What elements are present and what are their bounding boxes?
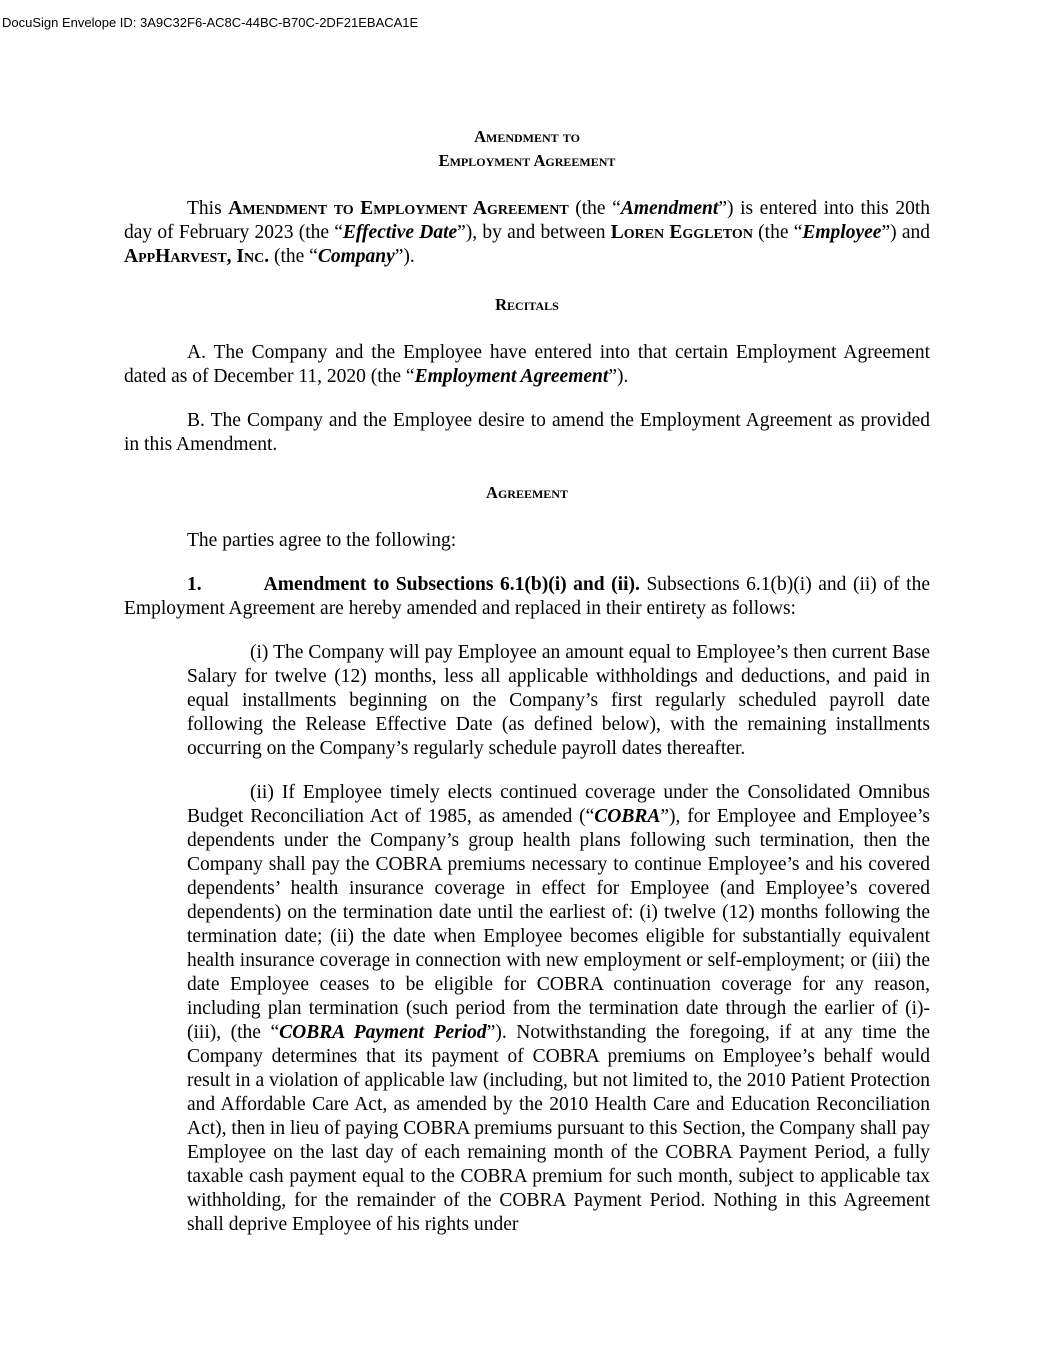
employee-name: Loren Eggleton: [610, 222, 753, 243]
intro-text: ”).: [394, 246, 415, 267]
section-1-title: Amendment to Subsections 6.1(b)(i) and (ii).: [263, 574, 640, 595]
recital-a-text: A. The Company and the Employee have entered into that certain Employment Agreement dated as of December 11, 2020 (the “: [124, 342, 930, 387]
section-1: [124, 573, 930, 621]
defined-term-employee: Employee: [802, 222, 882, 243]
intro-text: ”) and: [881, 222, 930, 243]
amendment-name: Amendment to Employment Agreement: [228, 198, 569, 219]
subsection-ii-text: (ii) If Employee timely elects continued coverage under the Consolidated Omnibus Budget Reconciliation Act of 1985, as amended (“: [187, 782, 930, 827]
document-title: [124, 125, 930, 173]
recitals-heading: Recitals: [495, 295, 559, 314]
subsection-ii: [187, 781, 930, 1237]
defined-term-employment-agreement: Employment Agreement: [414, 366, 609, 387]
recital-a: [124, 341, 930, 389]
intro-paragraph: [124, 197, 930, 269]
defined-term-company: Company: [317, 246, 395, 267]
subsection-i: (i) The Company will pay Employee an amount equal to Employee’s then current Base Salary for twelve (12) months, less all applicable withholdings and deductions, and paid in equal installments beginning on the Company’s first regularly scheduled payroll date following the Release Effective Date (as defined below), with the remaining installments occurring on the Company’s regularly schedule payroll dates thereafter.: [187, 642, 930, 759]
section-1-text: Subsections 6.1(b)(i) and (ii) of the Employment Agreement are hereby amended and replaced in their entirety as follows:: [124, 574, 930, 619]
company-name: AppHarvest, Inc.: [124, 246, 270, 267]
defined-term-amendment: Amendment: [620, 198, 719, 219]
intro-text: ”), by and between: [457, 222, 611, 243]
section-1-number: 1.: [187, 574, 202, 595]
subsection-ii-text: ”). Notwithstanding the foregoing, if at any time the Company determines that its payment of COBRA premiums on Employee’s behalf would result in a violation of applicable law (including, but not limited to, the 2010 Patient Protection and Affordable Care Act, as amended by the 2010 Health Care and Education Reconciliation Act), then in lieu of paying COBRA premiums pursuant to this Section, the Company shall pay Employee on the last day of each remaining month of the COBRA Payment Period, a fully taxable cash payment equal to the COBRA premium for such month, subject to applicable tax withholding, for the remainder of the COBRA Payment Period. Nothing in this Agreement shall deprive Employee of his rights under: [187, 1022, 930, 1235]
recital-a-end: ”).: [608, 366, 629, 387]
agreement-heading: Agreement: [486, 483, 568, 502]
title-line-2: Employment Agreement: [438, 151, 616, 170]
recital-b: B. The Company and the Employee desire to amend the Employment Agreement as provided in this Amendment.: [124, 410, 930, 455]
intro-text: This: [187, 198, 229, 219]
defined-term-cobra-payment-period: COBRA Payment Period: [279, 1022, 487, 1043]
agreement-lead: The parties agree to the following:: [187, 530, 457, 551]
document-page: [124, 125, 930, 1237]
subsection-ii-text: ”), for Employee and Employee’s dependents under the Company’s group health plans following such termination, then the Company shall pay the COBRA premiums necessary to continue Employee’s and his covered dependents’ health insurance coverage in effect for Employee (and Employee’s covered dependents) on the termination date until the earliest of: (i) twelve (12) months following the termination date; (ii) the date when Employee becomes eligible for substantially equivalent health insurance coverage in connection with new employment or self-employment; or (iii) the date Employee ceases to be eligible for COBRA continuation coverage for any reason, including plan termination (such period from the termination date through the earlier of (i)-(iii), (the “: [187, 806, 930, 1043]
title-line-1: Amendment to: [474, 127, 580, 146]
defined-term-cobra: COBRA: [594, 806, 661, 827]
docusign-envelope-id: DocuSign Envelope ID: 3A9C32F6-AC8C-44BC-B70C-2DF21EBACA1E: [2, 15, 419, 30]
intro-text: (the “: [568, 198, 621, 219]
intro-text: ”) is entered into this 20th day of February 2023 (the “: [124, 198, 930, 243]
intro-text: (the “: [752, 222, 803, 243]
defined-term-effective-date: Effective Date: [342, 222, 458, 243]
intro-text: (the “: [269, 246, 318, 267]
